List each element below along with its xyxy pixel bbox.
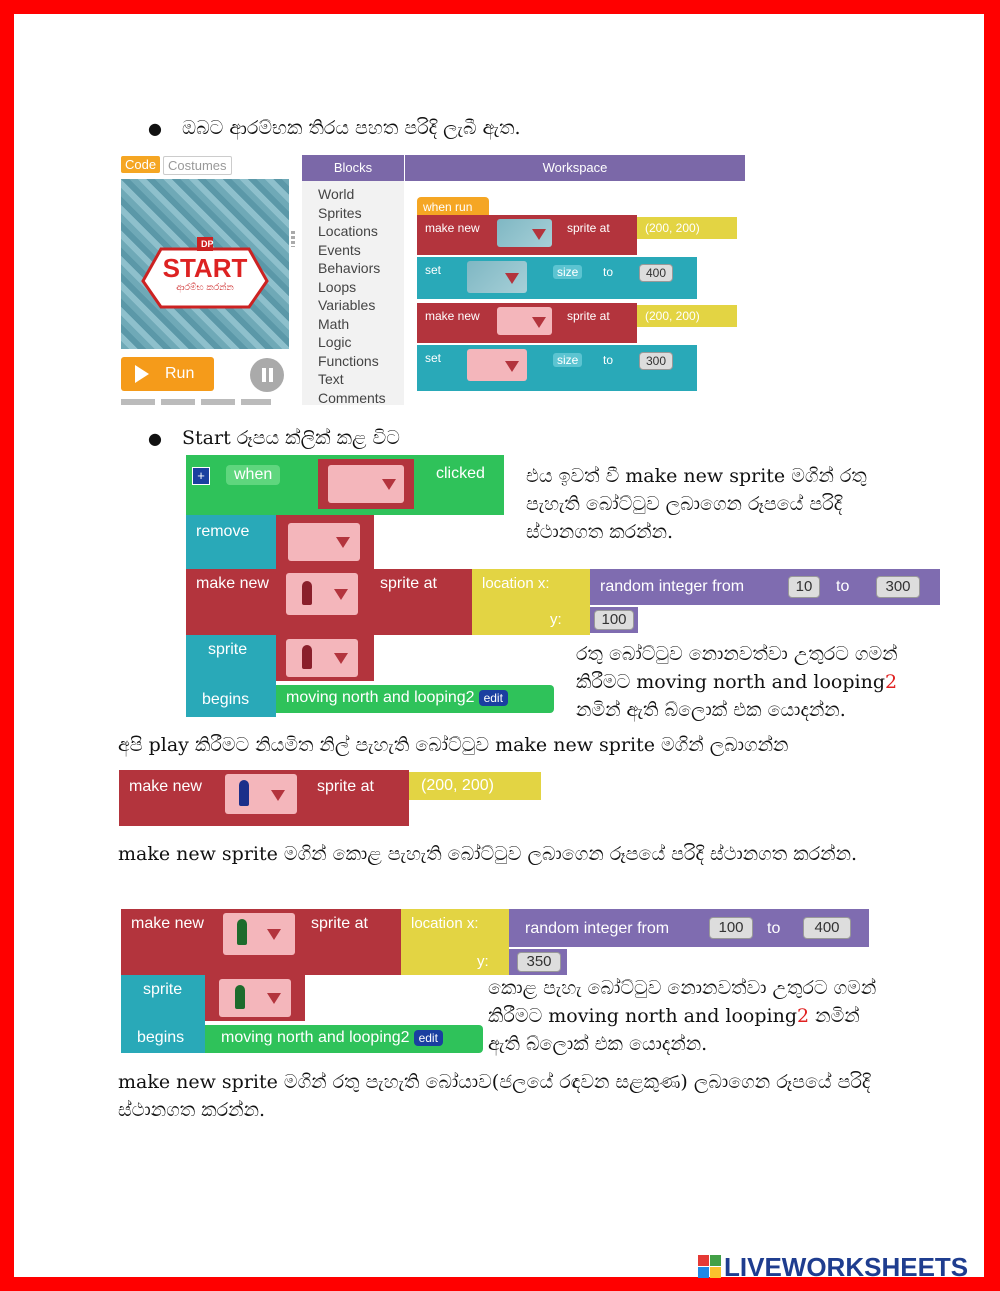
note-3-text: කොළ පැහැ බෝට්ටුව නොනවත්වා උතුරට ගමන් කිරීමට moving north and looping <box>488 977 877 1027</box>
stage-water[interactable] <box>121 179 289 349</box>
chevron-down-icon <box>532 229 546 240</box>
coord-block-2[interactable] <box>637 305 737 327</box>
sprite-dropdown-green-boat[interactable] <box>223 913 295 955</box>
paragraph-blue-boat: අපි play කිරීමට නියමිත නිල් පැහැති බෝට්ටුව make new sprite මගින් ලබාගන්න <box>118 734 789 756</box>
bullet-1-text: ඔබට ආරම්භක තිරය පහත පරිදි ලැබී ඇත. <box>182 117 521 139</box>
sprite-at-label: sprite at <box>311 915 368 932</box>
note-2 <box>576 640 936 724</box>
play-icon <box>135 365 149 383</box>
random-integer-block-green[interactable] <box>509 909 869 947</box>
chevron-down-icon <box>532 317 546 328</box>
clicked-label: clicked <box>436 465 485 482</box>
make-new-label: make new <box>131 915 204 932</box>
chevron-down-icon <box>267 929 281 940</box>
red-boat-icon <box>302 645 312 669</box>
y-label: y: <box>550 611 562 628</box>
random-from-label: random integer from <box>525 920 670 937</box>
splitter-handle[interactable] <box>291 231 295 247</box>
set-size-block-2[interactable] <box>417 345 697 391</box>
begins-sprite-slot-green <box>205 975 305 1021</box>
make-new-green-boat-block[interactable] <box>121 909 401 975</box>
behavior-block-red[interactable] <box>276 685 554 713</box>
coord-value: (200, 200) <box>645 221 700 235</box>
run-label: Run <box>165 365 195 382</box>
bullet-dot: ● <box>148 119 162 138</box>
random-to-value[interactable]: 400 <box>803 917 851 939</box>
category-sprites[interactable]: Sprites <box>318 204 362 221</box>
bullet-dot: ● <box>148 429 162 448</box>
pause-icon <box>262 368 266 382</box>
random-integer-block[interactable] <box>590 569 940 605</box>
sprite-label: sprite <box>208 641 248 658</box>
make-new-label: make new <box>129 778 202 795</box>
category-variables[interactable]: Variables <box>318 297 376 313</box>
green-boat-icon <box>237 919 247 945</box>
chevron-down-icon <box>334 589 348 600</box>
when-clicked-block[interactable] <box>186 455 504 515</box>
sprite-at-label: sprite at <box>567 309 610 323</box>
remove-block-left[interactable] <box>186 515 276 569</box>
make-new-blue-boat-block[interactable] <box>119 770 409 826</box>
set-size-block-1[interactable] <box>417 257 697 299</box>
note-2-text: රතු බෝට්ටුව නොනවත්වා උතුරට ගමන් කිරීමට moving north and looping <box>576 643 898 693</box>
start-logo-subtext: ආරම්භ කරන්න <box>176 283 234 293</box>
tab-code[interactable]: Code <box>121 156 160 173</box>
size-value-2[interactable]: 300 <box>639 352 673 370</box>
begins-label: begins <box>202 691 250 708</box>
size-dropdown[interactable]: size <box>553 265 582 279</box>
when-run-block[interactable]: when run <box>417 197 489 217</box>
paragraph-buoy: make new sprite මගින් රතු පැහැති බෝයාව(ජලයේ රඳවන සළකුණ) ලබාගෙන රූපයේ පරිදි ස්ථානගත කරන්න. <box>118 1071 871 1121</box>
coord-value: (200, 200) <box>421 777 494 794</box>
location-block[interactable] <box>472 569 590 635</box>
bullet-2 <box>148 424 400 453</box>
category-loops[interactable]: Loops <box>318 278 357 295</box>
coord-value: (200, 200) <box>645 309 700 323</box>
start-logo-badge: DP <box>201 239 214 249</box>
set-label: set <box>425 351 442 365</box>
chevron-down-icon <box>336 537 350 548</box>
start-logo-text: START <box>162 253 248 283</box>
location-block-green[interactable] <box>401 909 509 975</box>
make-new-block-2[interactable] <box>417 303 637 343</box>
chevron-down-icon <box>334 653 348 664</box>
sprite-at-label: sprite at <box>567 221 610 235</box>
y-value-block[interactable] <box>590 607 638 633</box>
sprite-dropdown-blue-boat[interactable] <box>225 774 297 814</box>
chevron-down-icon <box>267 993 281 1004</box>
green-boat-icon <box>235 985 245 1009</box>
sprite-begins-block[interactable] <box>186 635 276 717</box>
to-label: to <box>767 920 781 937</box>
y-value[interactable]: 100 <box>594 610 634 630</box>
pause-button[interactable] <box>250 358 284 392</box>
make-new-block-1[interactable] <box>417 215 637 255</box>
plus-icon[interactable]: + <box>192 467 210 485</box>
bottom-toolbar <box>121 399 271 405</box>
y-value[interactable]: 350 <box>517 952 561 972</box>
blocks-header: Blocks <box>302 155 404 181</box>
behavior-label: moving north and looping2 <box>286 689 475 706</box>
category-behaviors[interactable]: Behaviors <box>318 260 381 276</box>
random-to-value[interactable]: 300 <box>876 576 920 598</box>
behavior-label: moving north and looping2 <box>221 1029 410 1046</box>
size-value-1[interactable]: 400 <box>639 264 673 282</box>
to-label: to <box>603 265 614 279</box>
sprite-at-label: sprite at <box>317 778 374 795</box>
y-value-block-green[interactable] <box>509 949 567 975</box>
note-1: එය ඉවත් වී make new sprite මගින් රතු පැහැති බෝට්ටුව ලබාගෙන රූපයේ පරිදි ස්ථානගත කරන්න. <box>526 465 867 543</box>
liveworksheets-logo-text: LIVEWORKSHEETS <box>724 1252 969 1282</box>
location-x-label: location x: <box>482 575 550 592</box>
category-world[interactable]: World <box>318 186 355 202</box>
make-new-label: make new <box>425 221 480 235</box>
coord-block-1[interactable] <box>637 217 737 239</box>
size-dropdown[interactable]: size <box>553 353 582 367</box>
coord-block-blue[interactable] <box>409 772 541 800</box>
editor-screenshot <box>119 153 745 405</box>
chevron-down-icon <box>271 790 285 801</box>
chevron-down-icon <box>505 361 519 372</box>
edit-button[interactable]: edit <box>414 1030 443 1046</box>
edit-button[interactable]: edit <box>479 690 508 706</box>
remove-sprite-slot <box>276 515 374 569</box>
tab-costumes[interactable]: Costumes <box>163 156 232 175</box>
note-2-number: 2 <box>885 671 898 693</box>
begins-sprite-slot <box>276 635 374 681</box>
category-functions[interactable]: Functions <box>318 352 379 369</box>
make-new-label: make new <box>425 309 480 323</box>
note-2-tail: නමින් ඇති බ්ලොක් එක යොදන්න. <box>576 699 846 721</box>
random-from-label: random integer from <box>600 578 745 595</box>
location-x-label: location x: <box>411 915 479 932</box>
category-comments[interactable]: Comments <box>318 389 386 406</box>
make-new-label: make new <box>196 575 269 592</box>
make-new-red-boat-block[interactable] <box>186 569 472 635</box>
workspace-header: Workspace <box>405 155 745 181</box>
set-label: set <box>425 263 442 277</box>
when-dropdown[interactable]: when <box>226 465 280 485</box>
remove-label: remove <box>196 523 250 540</box>
category-math[interactable]: Math <box>318 315 350 332</box>
liveworksheets-logo-icon <box>698 1255 722 1279</box>
run-button[interactable] <box>121 357 214 391</box>
random-from-value[interactable]: 10 <box>788 576 820 598</box>
red-boat-icon <box>302 581 312 605</box>
bullet-2-text: Start රූපය ක්ලික් කළ විට <box>182 427 400 449</box>
category-locations[interactable]: Locations <box>318 223 378 239</box>
y-label: y: <box>477 953 489 970</box>
sprite-begins-block-green[interactable] <box>121 975 205 1053</box>
chevron-down-icon <box>382 479 396 490</box>
to-label: to <box>603 353 614 367</box>
category-logic[interactable]: Logic <box>318 334 352 350</box>
begins-label: begins <box>137 1029 185 1046</box>
to-label: to <box>836 578 850 595</box>
note-3-number: 2 <box>797 1005 810 1027</box>
blue-boat-icon <box>239 780 249 806</box>
category-text[interactable]: Text <box>318 371 344 387</box>
note-3-tail: නමින් ඇති බ්ලොක් එක යොදන්න. <box>488 1005 860 1055</box>
behavior-block-green[interactable] <box>205 1025 483 1053</box>
sprite-at-label: sprite at <box>380 575 437 592</box>
category-events[interactable]: Events <box>318 241 361 258</box>
paragraph-green-boat: make new sprite මගින් කොළ පැහැති බෝට්ටුව ලබාගෙන රූපයේ පරිදි ස්ථානගත කරන්න. <box>118 843 858 865</box>
random-from-value[interactable]: 100 <box>709 917 753 939</box>
chevron-down-icon <box>505 273 519 284</box>
note-3 <box>488 974 878 1058</box>
sprite-label: sprite <box>143 981 183 998</box>
category-list <box>302 181 404 405</box>
bullet-1 <box>148 114 521 143</box>
